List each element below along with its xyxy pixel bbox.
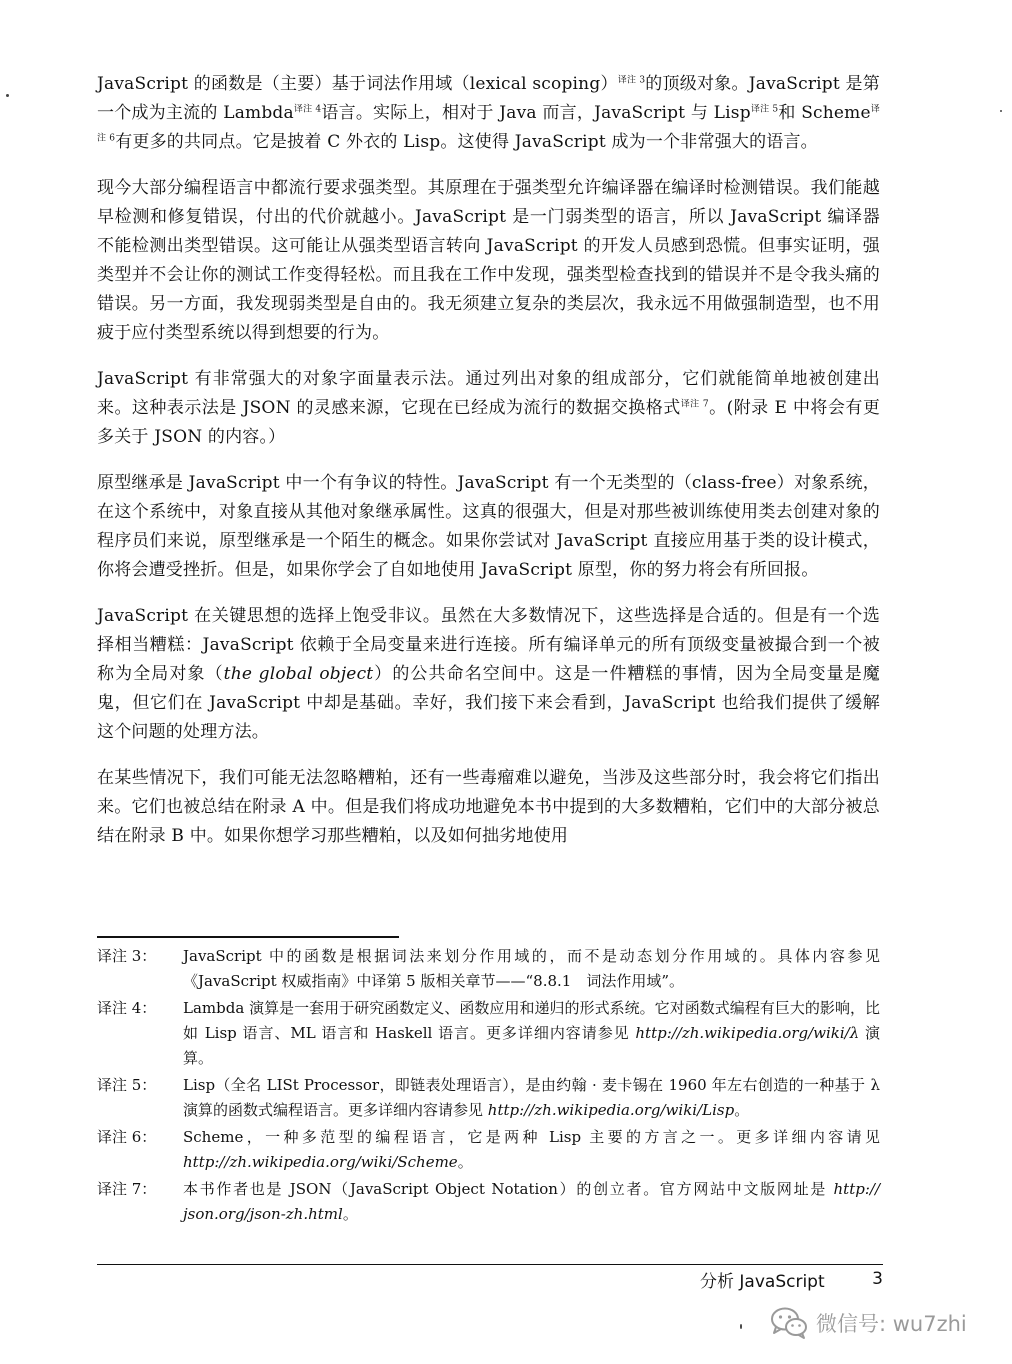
body-text xyxy=(97,70,880,868)
emphasized-text: http:// json.org/json-zh.html xyxy=(183,1180,880,1223)
text-run: 现今大部分编程语言中都流行要求强类型。其原理在于强类型允许编译器在编译时检测错误。我们能越早检测和修复错误，付出的代价就越小。JavaScript 是一门弱类型的语言，所以 JavaScript 编译器不能检测出类型错误。这可能让从强类型语言转向 JavaScript 的开发人员感到恐慌。但事实证明，强类型并不会让你的测试工作变得轻松。而且我在工作中发现，强类型检查找到的错误并不是令我头痛的错误。另一方面，我发现弱类型是自由的。我无须建立复杂的类层次，我永远不用做强制造型，也不用疲于应付类型系统以得到想要的行为。 xyxy=(97,178,880,343)
translator-note-marker: 译注 6 xyxy=(97,104,881,144)
footnote-label: 译注 3： xyxy=(97,947,157,965)
paragraph xyxy=(97,469,880,585)
emphasized-text: the global object xyxy=(223,664,374,684)
text-run: ）的公共命名空间中。这是一件糟糕的事情，因为全局变量是魔鬼，但它们在 JavaScript 中却是基础。幸好，我们接下来会看到，JavaScript 也给我们提供了缓解这个问题的处理方法。 xyxy=(97,664,880,742)
watermark xyxy=(770,1303,967,1343)
text-run: 语言。实际上，相对于 Java 而言，JavaScript 与 Lisp xyxy=(321,103,751,123)
text-run: JavaScript 有非常强大的对象字面量表示法。通过列出对象的组成部分，它们就能简单地被创建出来。这种表示法是 JSON 的灵感来源，它现在已经成为流行的数据交换格式 xyxy=(97,369,880,418)
text-run: Scheme，一种多范型的编程语言，它是两种 Lisp 主要的方言之一。更多详细内容请见 xyxy=(183,1128,880,1146)
paragraph xyxy=(97,602,880,747)
footnote xyxy=(97,1125,880,1175)
footnote-text xyxy=(183,944,880,994)
translator-note-marker: 译注 3 xyxy=(617,75,646,86)
page-number: 3 xyxy=(872,1269,883,1289)
text-run: JavaScript 在关键思想的选择上饱受非议。虽然在大多数情况下，这些选择是合适的。但是有一个选择相当糟糕：JavaScript 依赖于全局变量来进行连接。所有编译单元的所有顶级变量被撮合到一个被称为全局对象（ xyxy=(97,606,880,684)
text-run: Lambda 演算是一套用于研究函数定义、函数应用和递归的形式系统。它对函数式编程有巨大的影响，比如 Lisp 语言、ML 语言和 Haskell 语言。更多详细内容请参见 xyxy=(183,999,880,1042)
footnote-divider xyxy=(97,936,399,938)
footnote xyxy=(97,1073,880,1123)
footnote-text xyxy=(183,996,880,1071)
footnote-text xyxy=(183,1125,880,1175)
paragraph xyxy=(97,174,880,348)
text-run: 。 xyxy=(342,1205,358,1223)
paragraph xyxy=(97,70,880,157)
wechat-icon xyxy=(770,1306,808,1340)
text-run: 在某些情况下，我们可能无法忽略糟粕，还有一些毒瘤难以避免，当涉及这些部分时，我会将它们指出来。它们也被总结在附录 A 中。但是我们将成功地避免本书中提到的大多数糟粕，它们中的大部分被总结在附录 B 中。如果你想学习那些糟粕，以及如何拙劣地使用 xyxy=(97,768,880,846)
footnote-text xyxy=(183,1177,880,1227)
translator-note-marker: 译注 4 xyxy=(293,104,322,115)
footnote xyxy=(97,996,880,1071)
paragraph xyxy=(97,764,880,851)
text-run: Lisp（全名 LISt Processor，即链表处理语言），是由约翰 · 麦卡锡在 1960 年左右创造的一种基于 λ 演算的函数式编程语言。更多详细内容请参见 xyxy=(183,1076,880,1119)
footnote-label: 译注 5： xyxy=(97,1076,157,1094)
scan-speck xyxy=(6,94,9,97)
text-run: JavaScript 中的函数是根据词法来划分作用域的，而不是动态划分作用域的。具体内容参见《JavaScript 权威指南》中译第 5 版相关章节——“8.8.1 词法作用域”。 xyxy=(183,947,880,990)
text-run: 本书作者也是 JSON（JavaScript Object Notation）的创立者。官方网站中文版网址是 xyxy=(183,1180,834,1198)
footnote-text xyxy=(183,1073,880,1123)
text-run: 原型继承是 JavaScript 中一个有争议的特性。JavaScript 有一个无类型的（class-free）对象系统，在这个系统中，对象直接从其他对象继承属性。这真的很强大，但是对那些被训练使用类去创建对象的程序员们来说，原型继承是一个陌生的概念。如果你尝试对 JavaScript 直接应用基于类的设计模式，你将会遭受挫折。但是，如果你学会了自如地使用 JavaScript 原型，你的努力将会有所回报。 xyxy=(97,473,880,580)
footnote-label: 译注 4： xyxy=(97,999,157,1017)
watermark-text: 微信号: wu7zhi xyxy=(816,1312,967,1336)
text-run: 演算。 xyxy=(183,1024,880,1067)
running-title: 分析 JavaScript xyxy=(700,1271,825,1292)
text-run: 有更多的共同点。它是披着 C 外衣的 Lisp。这使得 JavaScript 成为一个非常强大的语言。 xyxy=(115,132,818,152)
paragraph xyxy=(97,365,880,452)
footnotes xyxy=(97,944,880,1229)
footer-divider xyxy=(97,1264,883,1265)
text-run: 和 Scheme xyxy=(778,103,871,123)
text-run: 的顶级对象。JavaScript 是第一个成为主流的 Lambda xyxy=(97,74,881,123)
footnote-label: 译注 7： xyxy=(97,1180,157,1198)
text-run: 。 xyxy=(457,1153,473,1171)
emphasized-text: http://zh.wikipedia.org/wiki/λ xyxy=(635,1024,860,1042)
scan-speck xyxy=(740,1324,742,1329)
translator-note-marker: 译注 5 xyxy=(750,104,779,115)
emphasized-text: http://zh.wikipedia.org/wiki/Lisp xyxy=(487,1101,735,1119)
footnote-label: 译注 6： xyxy=(97,1128,157,1146)
footnote xyxy=(97,944,880,994)
text-run: JavaScript 的函数是（主要）基于词法作用域（lexical scoping） xyxy=(97,74,618,94)
translator-note-marker: 译注 7 xyxy=(680,399,709,410)
scan-speck xyxy=(1000,110,1002,112)
text-run: 。(附录 E 中将会有更多关于 JSON 的内容。） xyxy=(97,398,881,447)
footnote xyxy=(97,1177,880,1227)
text-run: 。 xyxy=(734,1101,750,1119)
page-footer xyxy=(700,1266,883,1292)
emphasized-text: http://zh.wikipedia.org/wiki/Scheme xyxy=(183,1153,458,1171)
